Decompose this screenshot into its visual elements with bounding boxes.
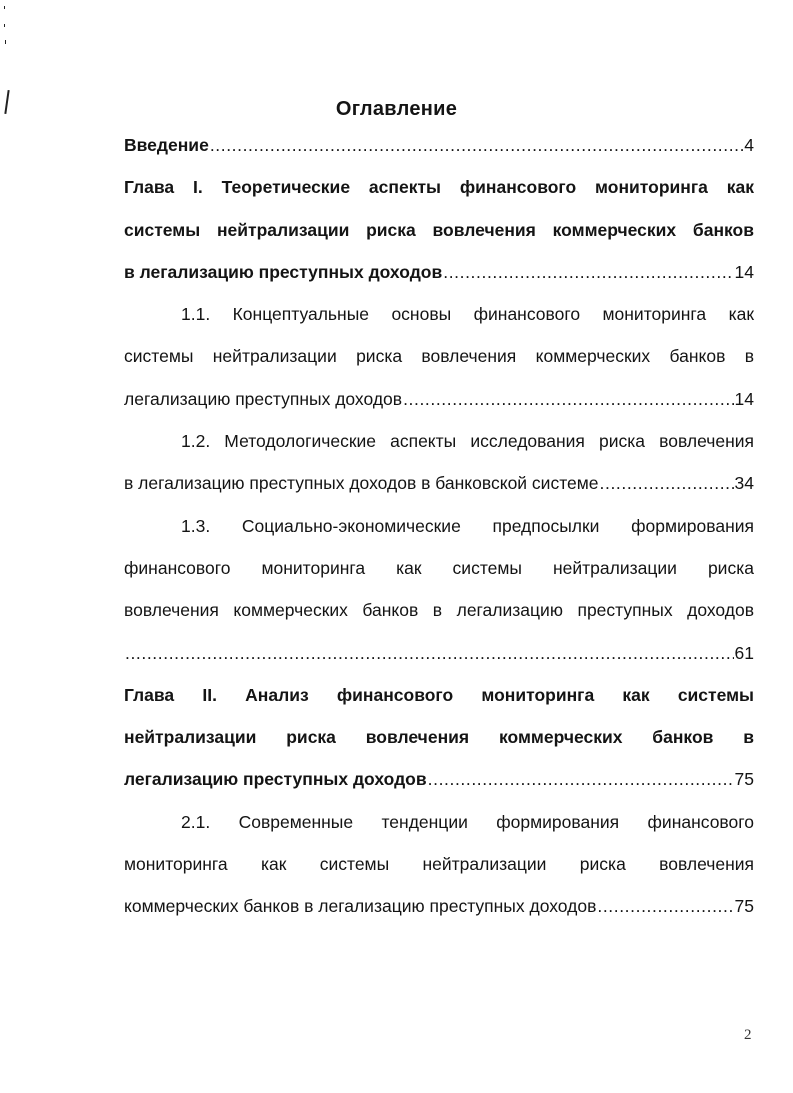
toc-page-number: 14 [734,388,754,409]
toc-entry-line: в легализацию преступных доходов в банковской системе [124,473,599,494]
scan-artifact [5,40,6,44]
toc-page-number: 75 [734,896,754,917]
dot-leader [125,632,734,674]
toc-entry-line: финансового мониторинга как системы нейтрализации риска [124,557,754,578]
toc-entry-line: Глава II. Анализ финансового мониторинга как системы [124,684,754,705]
toc-entry-line: легализацию преступных доходов [124,388,403,409]
toc-entry-line: системы нейтрализации риска вовлечения коммерческих банков в [124,346,754,367]
toc-entry-chapter-1[interactable] [124,166,754,293]
toc-entry-line: легализацию преступных доходов [124,769,427,790]
toc-entry-section-1-3[interactable] [124,505,754,674]
dot-leader [597,885,733,927]
scan-artifact [4,24,5,27]
toc-entry-line: мониторинга как системы нейтрализации риска вовлечения [124,854,754,875]
toc-page-number: 4 [744,135,754,155]
toc-entry-line: Глава I. Теоретические аспекты финансового мониторинга как [124,177,754,198]
table-of-contents [124,124,754,928]
toc-entry-line: в легализацию преступных доходов [124,261,443,282]
toc-entry-introduction[interactable] [124,124,754,166]
toc-page-number: 34 [734,473,754,494]
toc-entry-section-2-1[interactable] [124,801,754,928]
toc-entry-section-1-1[interactable] [124,293,754,420]
toc-entry-line: 1.3. Социально-экономические предпосылки формирования [181,515,754,536]
toc-page-number: 75 [734,769,754,790]
dot-leader [210,124,743,166]
dot-leader [428,758,734,800]
toc-entry-line: вовлечения коммерческих банков в легализацию преступных доходов [124,600,754,621]
toc-entry-line: 2.1. Современные тенденции формирования финансового [181,811,754,832]
dot-leader [403,378,733,420]
page-title: Оглавление [335,98,458,120]
toc-entry-line: коммерческих банков в легализацию преступных доходов [124,896,597,917]
toc-entry-line: нейтрализации риска вовлечения коммерческих банков в [124,727,754,748]
dot-leader [600,462,734,504]
scan-artifact [4,6,5,9]
toc-page-number: 14 [734,261,754,282]
toc-entry-line: 1.1. Концептуальные основы финансового мониторинга как [181,304,754,325]
page-number: 2 [744,1027,752,1043]
toc-entry-label: Введение [124,135,209,155]
toc-entry-section-1-2[interactable] [124,420,754,505]
dot-leader [443,251,733,293]
toc-entry-chapter-2[interactable] [124,674,754,801]
toc-entry-line: 1.2. Методологические аспекты исследования риска вовлечения [181,431,754,452]
toc-page-number: 61 [734,642,754,663]
toc-entry-line: системы нейтрализации риска вовлечения коммерческих банков [124,219,754,240]
